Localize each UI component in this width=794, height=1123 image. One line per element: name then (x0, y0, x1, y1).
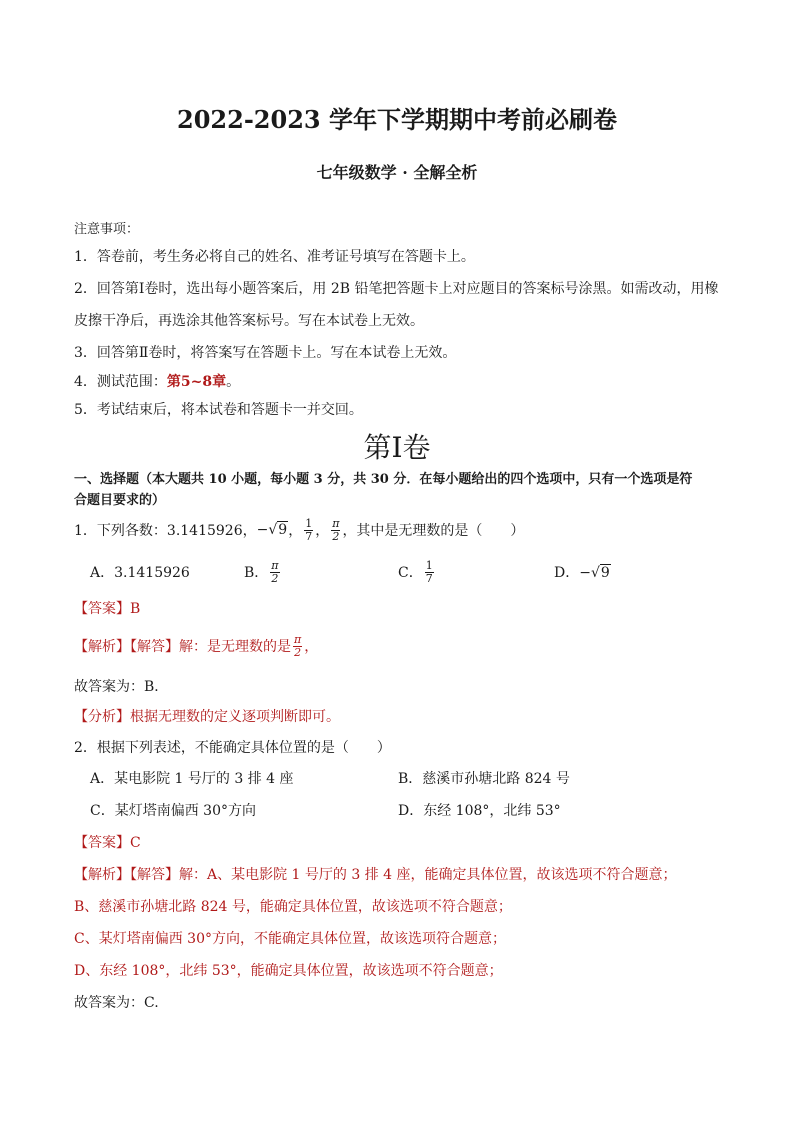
test-range: 第5~8章 (166, 374, 227, 390)
q1-answer: 【答案】B (74, 601, 141, 617)
q1-option-c: C． $\frac{1}{7}$ (398, 558, 433, 585)
q1-stem-prefix: 1．下列各数：3.1415926， (74, 523, 257, 539)
section-intro-line2: 合题目要求的） (74, 493, 166, 508)
q1-analysis: 【解析】【解答】解：是无理数的是 $\frac{\pi}{2}$ ， (74, 632, 319, 659)
q1-sep: ， (315, 523, 330, 539)
document-subtitle: 七年级数学 · 全解全析 (316, 163, 478, 182)
q2-conclusion: 故答案为：C. (74, 995, 159, 1011)
q2-analysis-line4: D、东经 108°，北纬 53°，能确定具体位置，故该选项不符合题意； (74, 963, 503, 979)
q2-analysis-line1: 【解析】【解答】解：A、某电影院 1 号厅的 3 排 4 座，能确定具体位置，故该选项不符合题意； (74, 867, 677, 883)
q1-frac-pi-2: $\frac{\pi}{2}$ (332, 516, 340, 543)
q1-neg-sqrt9: −√9 (256, 522, 288, 538)
notice-heading: 注意事项： (74, 222, 140, 237)
section-heading: 第Ⅰ卷 (363, 431, 431, 464)
document-title: 2022-2023 学年下学期期中考前必刷卷 (177, 105, 617, 134)
q1-fenxi: 【分析】根据无理数的定义逐项判断即可。 (74, 709, 340, 725)
q2-stem: 2．根据下列表述，不能确定具体位置的是（ ） (74, 740, 391, 756)
q1-sep: ， (288, 523, 303, 539)
q1-option-d: D．−√9 (554, 565, 610, 581)
q1-stem-suffix: ，其中是无理数的是（ ） (342, 523, 525, 539)
q1-option-b: B． $\frac{\pi}{2}$ (244, 558, 279, 585)
q2-option-b: B．慈溪市孙塘北路 824 号 (398, 771, 570, 787)
notice-item-2-line1: 2．回答第Ⅰ卷时，选出每小题答案后，用 2B 铅笔把答题卡上对应题目的答案标号涂黑。如需改动，用橡 (74, 281, 719, 297)
section-intro-line1: 一、选择题（本大题共 10 小题，每小题 3 分，共 30 分．在每小题给出的四个选项中，只有一个选项是符 (74, 472, 693, 487)
q1-option-a: A．3.1415926 (90, 565, 190, 581)
q2-analysis-line3: C、某灯塔南偏西 30°方向，不能确定具体位置，故该选项符合题意； (74, 931, 506, 947)
q2-option-d: D．东经 108°，北纬 53° (398, 803, 561, 819)
q1-conclusion: 故答案为：B． (74, 679, 169, 695)
q2-option-c: C．某灯塔南偏西 30°方向 (90, 803, 256, 819)
q2-option-a: A．某电影院 1 号厅的 3 排 4 座 (90, 771, 294, 787)
q1-stem (74, 512, 524, 548)
notice-item-3: 3．回答第Ⅱ卷时，将答案写在答题卡上。写在本试卷上无效。 (74, 345, 457, 361)
q2-analysis-line2: B、慈溪市孙塘北路 824 号，能确定具体位置，故该选项不符合题意； (74, 899, 512, 915)
notice-item-1: 1．答卷前，考生务必将自己的姓名、准考证号填写在答题卡上。 (74, 249, 475, 265)
notice-item-4 (74, 371, 240, 391)
q1-frac-1-7: $\frac{1}{7}$ (305, 516, 313, 543)
notice-item-4-prefix: 4．测试范围： (74, 374, 167, 390)
notice-item-4-suffix: 。 (226, 374, 241, 390)
notice-item-5: 5．考试结束后，将本试卷和答题卡一并交回。 (74, 402, 363, 418)
notice-item-2-line2: 皮擦干净后，再选涂其他答案标号。写在本试卷上无效。 (74, 313, 424, 329)
q2-answer: 【答案】C (74, 835, 141, 851)
